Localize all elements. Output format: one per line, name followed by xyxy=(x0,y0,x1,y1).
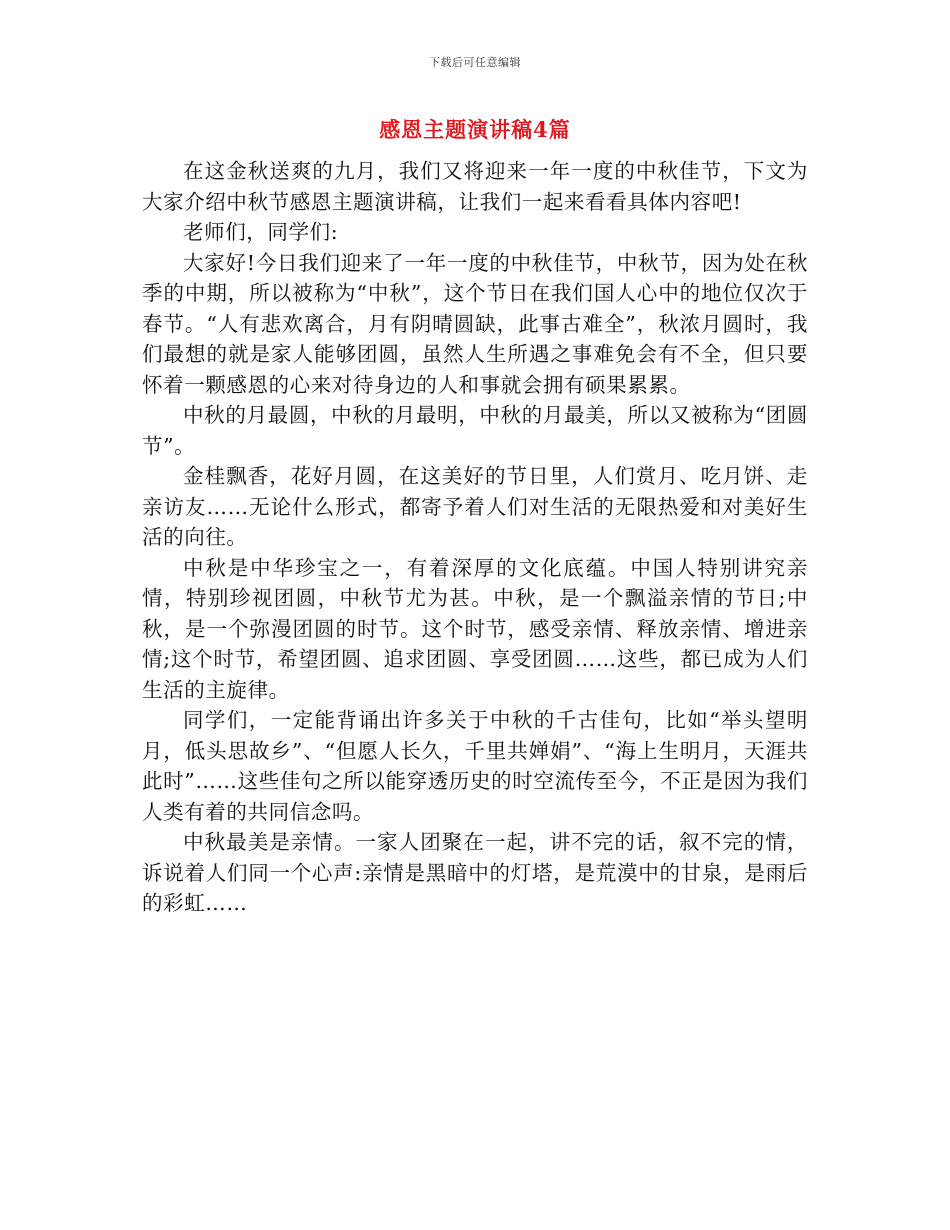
paragraph: 老师们，同学们: xyxy=(183,220,339,244)
paragraph: 在这金秋送爽的九月，我们又将迎来一年一度的中秋佳节，下文为大家介绍中秋节感恩主题演讲稿，让我们一起来看看具体内容吧! xyxy=(142,159,808,214)
paragraph: 金桂飘香，花好月圆，在这美好的节日里，人们赏月、吃月饼、走亲访友……无论什么形式，都寄予着人们对生活的无限热爱和对美好生活的向往。 xyxy=(142,464,808,549)
document-title: 感恩主题演讲稿4篇 xyxy=(379,117,571,142)
paragraph: 中秋是中华珍宝之一，有着深厚的文化底蕴。中国人特别讲究亲情，特别珍视团圆，中秋节尤为甚。中秋，是一个飘溢亲情的节日;中秋，是一个弥漫团圆的时节。这个时节，感受亲情、释放亲情、增进亲情;这个时节，希望团圆、追求团圆、享受团圆……这些，都已成为人们生活的主旋律。 xyxy=(142,555,808,702)
paragraph: 中秋最美是亲情。一家人团聚在一起，讲不完的话，叙不完的情，诉说着人们同一个心声:亲情是黑暗中的灯塔，是荒漠中的甘泉，是雨后的彩虹…… xyxy=(142,830,808,915)
paragraph: 同学们，一定能背诵出许多关于中秋的千古佳句，比如“举头望明月，低头思故乡”、“但愿人长久，千里共婵娟”、“海上生明月，天涯共此时”……这些佳句之所以能穿透历史的时空流传至今，不正是因为我们人类有着的共同信念吗。 xyxy=(142,708,808,824)
document-body xyxy=(142,156,808,919)
header-note: 下载后可任意编辑 xyxy=(429,56,521,69)
paragraph: 中秋的月最圆，中秋的月最明，中秋的月最美，所以又被称为“团圆节”。 xyxy=(142,403,808,458)
paragraph: 大家好!今日我们迎来了一年一度的中秋佳节，中秋节，因为处在秋季的中期，所以被称为“中秋”，这个节日在我们国人心中的地位仅次于春节。“人有悲欢离合，月有阴晴圆缺，此事古难全”，秋浓月圆时，我们最想的就是家人能够团圆，虽然人生所遇之事难免会有不全，但只要怀着一颗感恩的心来对待身边的人和事就会拥有硕果累累。 xyxy=(142,250,808,397)
